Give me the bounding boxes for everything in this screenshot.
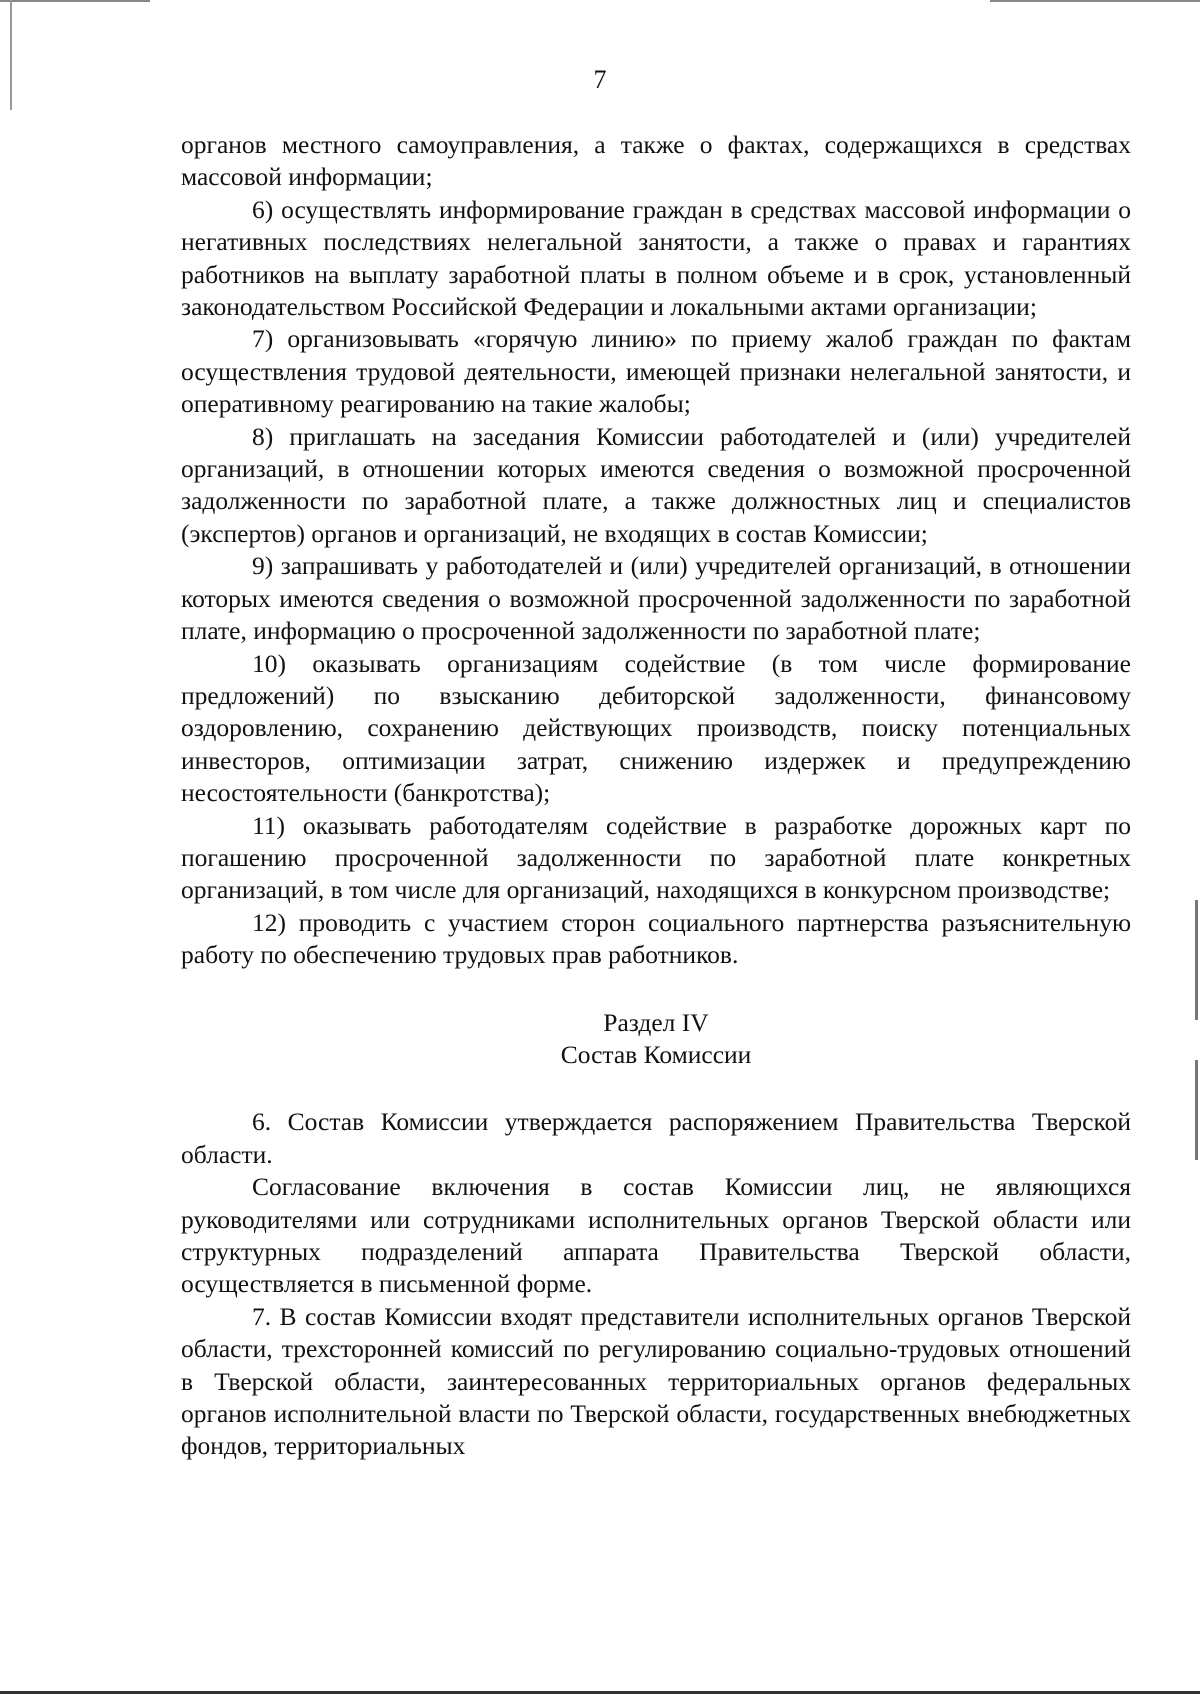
scan-edge-mark: [990, 0, 1200, 2]
paragraph-approval: Согласование включения в состав Комиссии лиц, не являющихся руководителями или сотрудниками исполнительных органов Тверской области или структурных подразделений аппарата Правительства Тверской области, осуществляется в письменной форме.: [181, 1172, 1131, 1299]
paragraph-item-11: 11) оказывать работодателям содействие в разработке дорожных карт по погашению просроченной задолженности по заработной плате конкретных организаций, в том числе для организаций, находящихся в конкурсном производстве;: [181, 810, 1131, 905]
section-title: Состав Комиссии: [560, 1039, 752, 1069]
paragraph-clause-6: 6. Состав Комиссии утверждается распоряжением Правительства Тверской области.: [181, 1107, 1131, 1169]
paragraph-item-10: 10) оказывать организациям содействие (в том числе формирование предложений) по взысканию дебиторской задолженности, финансовому оздоровлению, сохранению действующих производств, поиску потенциальных инвесторов, оптимизации затрат, снижению издержек и предупреждению несостоятельности (банкротства);: [181, 648, 1131, 808]
paragraph-item-7: 7) организовывать «горячую линию» по приему жалоб граждан по фактам осуществления трудовой деятельности, имеющей признаки нелегальной занятости, и оперативному реагированию на такие жалобы;: [181, 324, 1131, 419]
paragraph-item-9: 9) запрашивать у работодателей и (или) учредителей организаций, в отношении которых имеются сведения о возможной просроченной задолженности по заработной плате, информацию о просроченной задолженности по заработной плате;: [181, 551, 1131, 646]
scan-edge-mark: [0, 1691, 1200, 1694]
scan-edge-mark: [1195, 1060, 1198, 1160]
paragraph-item-12: 12) проводить с участием сторон социального партнерства разъяснительную работу по обеспечению трудовых прав работников.: [181, 907, 1131, 970]
paragraph: органов местного самоуправления, а также о фактах, содержащихся в средствах массовой информации;: [181, 130, 1131, 192]
paragraph-item-8: 8) приглашать на заседания Комиссии работодателей и (или) учредителей организаций, в отношении которых имеются сведения о возможной просроченной задолженности по заработной плате, а также должностных лиц и специалистов (экспертов) органов и организаций, не входящих в состав Комиссии;: [181, 421, 1131, 548]
page-number: 7: [593, 65, 607, 94]
paragraph-clause-7: 7. В состав Комиссии входят представители исполнительных органов Тверской области, трехсторонней комиссий по регулированию социально-трудовых отношений в Тверской области, заинтересованных территориальных органов федеральных органов исполнительной власти по Тверской области, государственных внебюджетных фондов, территориальных: [181, 1301, 1131, 1461]
scan-edge-mark: [1195, 900, 1198, 1020]
section-heading: [181, 1007, 1131, 1072]
document-body: [181, 129, 1131, 1463]
section-number: Раздел IV: [603, 1007, 709, 1037]
scan-edge-mark: [0, 0, 150, 2]
paragraph-item-6: 6) осуществлять информирование граждан в средствах массовой информации о негативных последствиях нелегальной занятости, а также о правах и гарантиях работников на выплату заработной платы в полном объеме и в срок, установленный законодательством Российской Федерации и локальными актами организации;: [181, 194, 1131, 322]
